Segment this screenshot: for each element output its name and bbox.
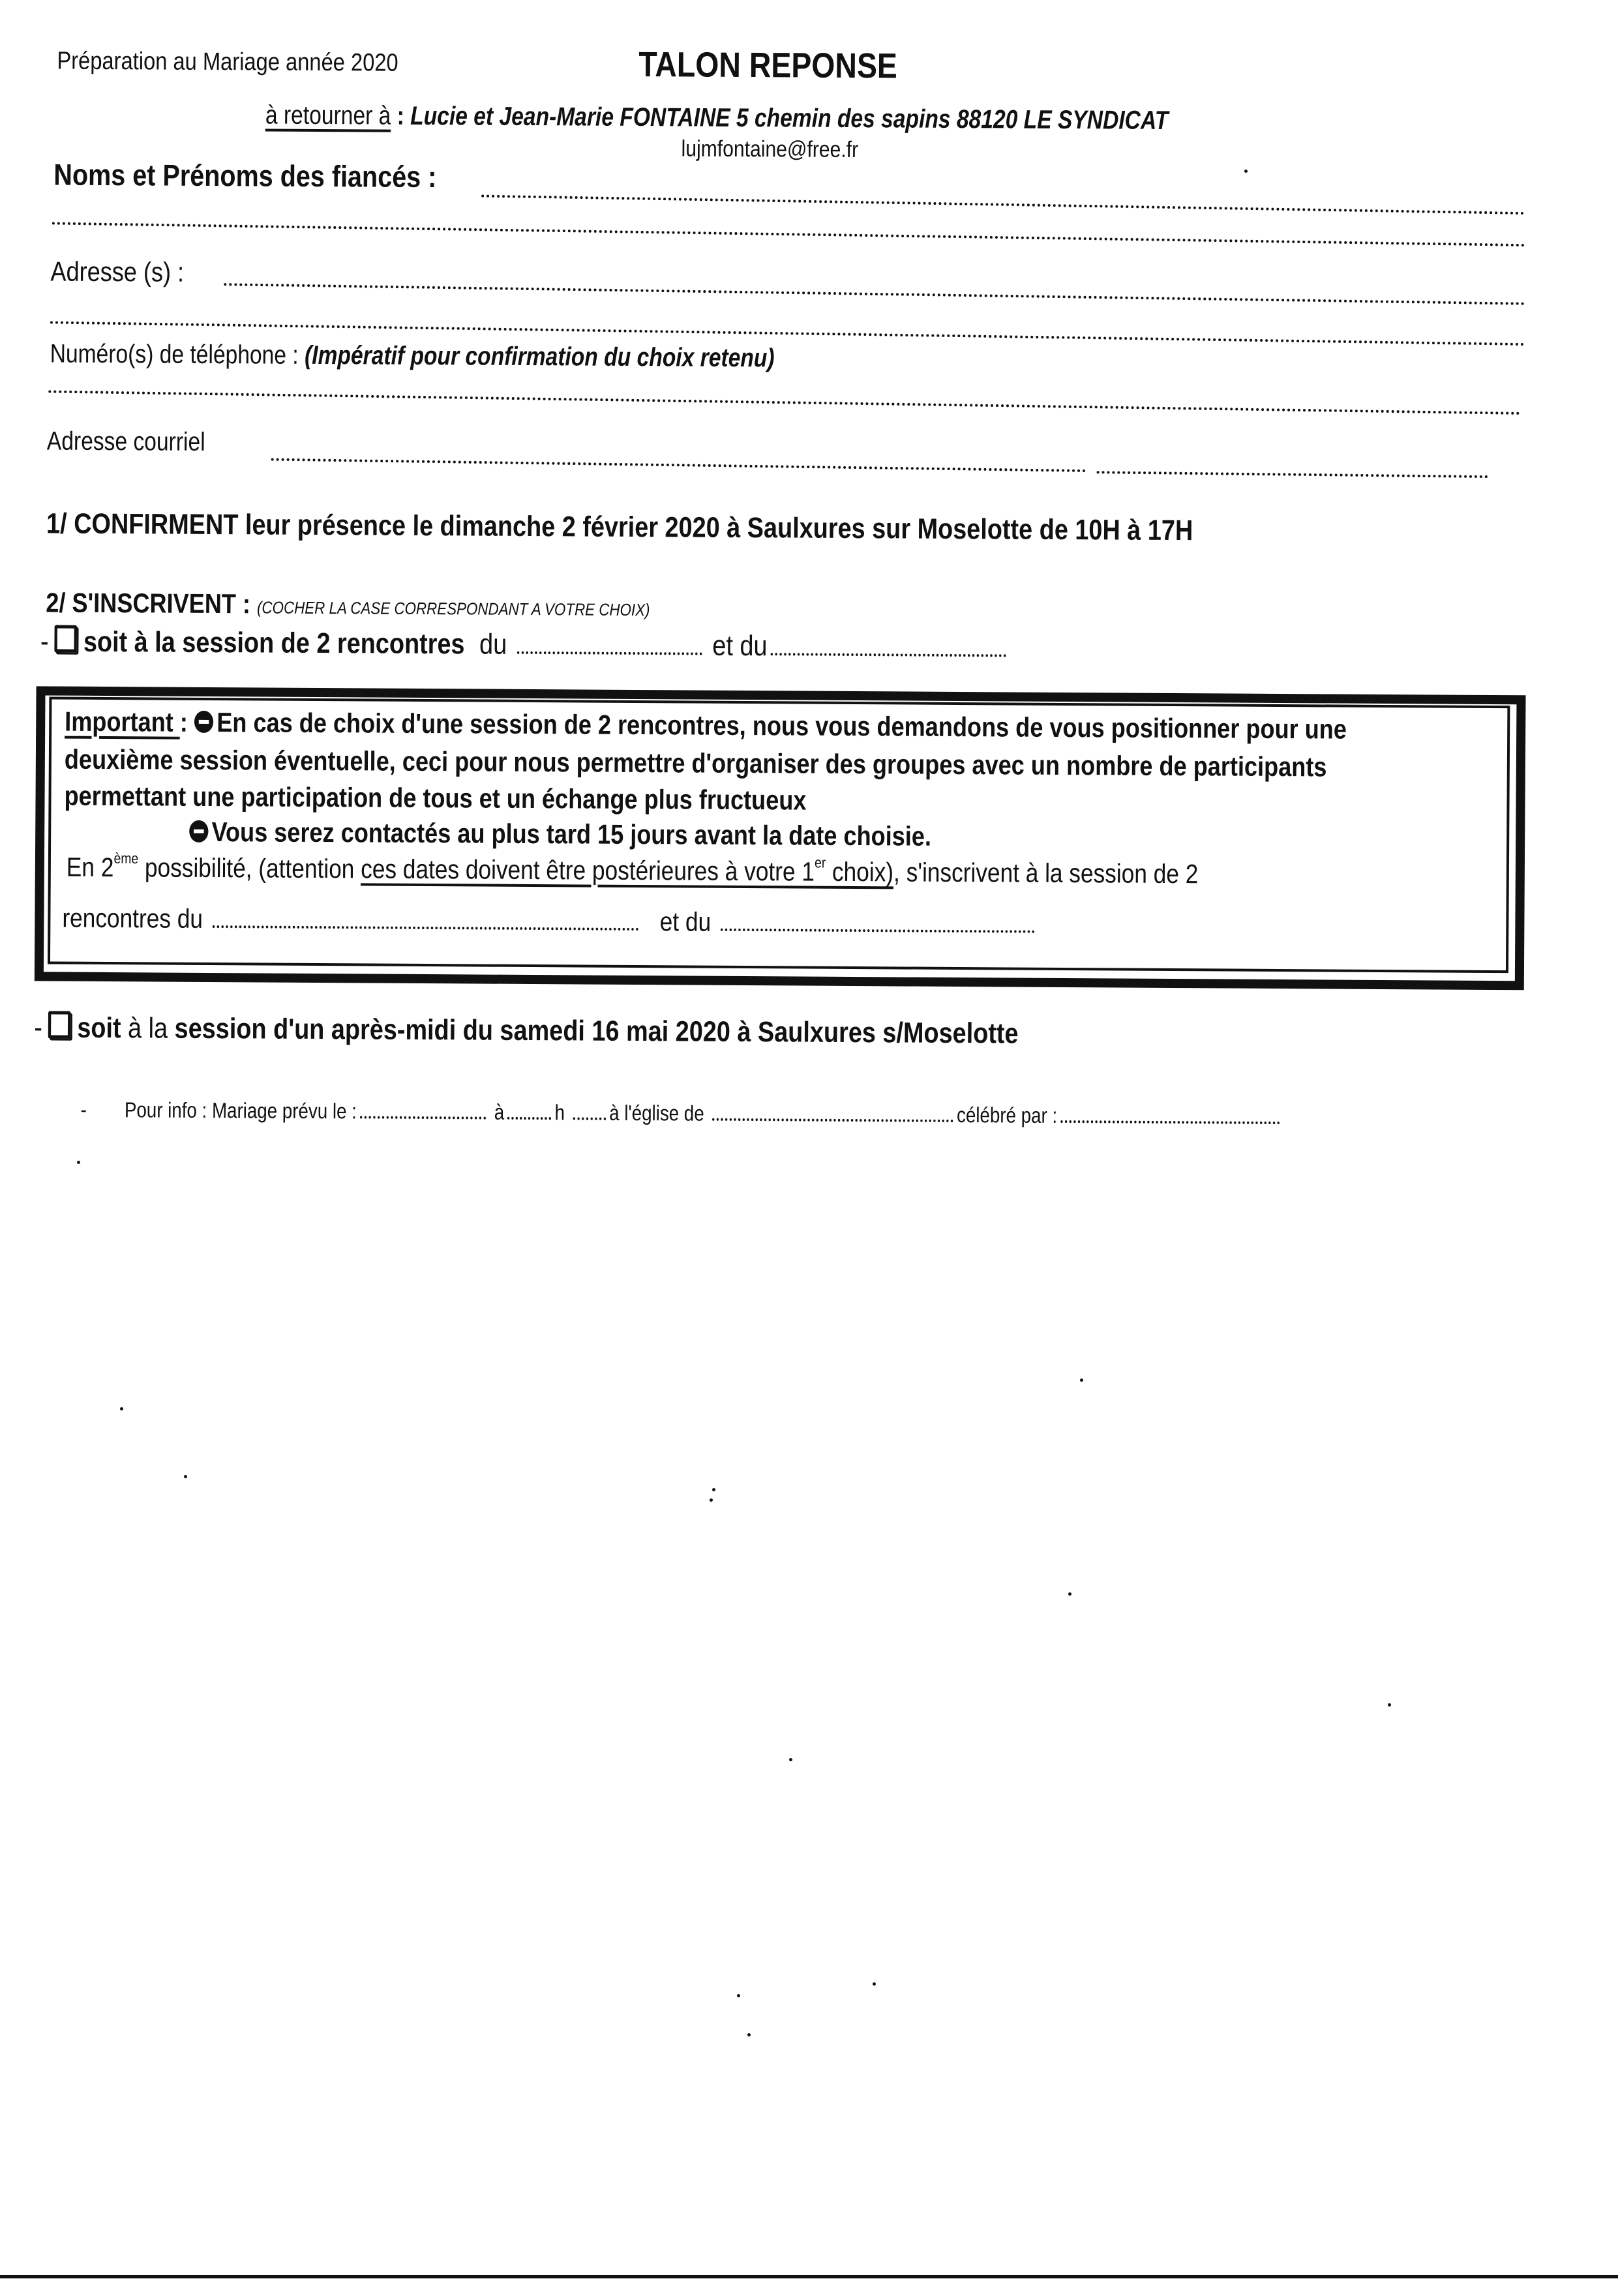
option-1-du: du — [479, 628, 507, 661]
section-2-number: 2/ — [46, 587, 66, 618]
second-rencontres-du: rencontres du — [62, 902, 203, 934]
info-celebre: célébré par : — [956, 1102, 1058, 1127]
phone-label-text: Numéro(s) de téléphone : — [50, 339, 299, 370]
arrow-right-circle-icon — [194, 711, 213, 733]
info-row — [80, 1097, 1512, 1131]
page-bottom-rule — [0, 2275, 1618, 2278]
return-label: à retourner à — [265, 100, 391, 130]
scan-speck — [873, 1982, 876, 1986]
important-label: Important — [65, 706, 180, 738]
info-label: Pour info : — [124, 1097, 213, 1123]
section-2-instruction: (COCHER LA CASE CORRESPONDANT A VOTRE CHOIX) — [256, 597, 650, 620]
option-1-row — [40, 625, 1167, 665]
scan-speck — [1080, 1379, 1083, 1382]
second-date-1-field[interactable] — [213, 925, 639, 931]
second-date-2-field[interactable] — [721, 928, 1035, 933]
section-2-keyword: S'INSCRIVENT : — [72, 587, 251, 619]
important-colon: : — [179, 706, 195, 738]
names-label — [53, 157, 499, 195]
second-mid: possibilité, (attention — [138, 852, 361, 884]
important-text-2: deuxième session éventuelle, ceci pour nous permettre d'organiser des groupes avec un nombre de participants — [64, 743, 1327, 783]
email-label — [47, 426, 235, 457]
names-field-line-1[interactable] — [481, 195, 1525, 215]
important-line-3 — [64, 781, 927, 817]
section-1-text: leur présence le dimanche 2 février 2020 à Saulxures sur Moselotte de 10H à 17H — [238, 509, 1193, 547]
info-eglise: à l'église de — [609, 1100, 704, 1126]
second-underlined-b: choix) — [826, 856, 894, 887]
option-1-date-2-field[interactable] — [771, 652, 1006, 657]
scan-speck — [737, 1994, 740, 1997]
scan-speck — [789, 1758, 792, 1761]
return-address: Lucie et Jean-Marie FONTAINE 5 chemin des sapins 88120 LE SYNDICAT — [410, 101, 1169, 135]
email-field-line-1[interactable] — [271, 458, 1086, 472]
header-subtitle — [57, 48, 454, 78]
option-1-et-du: et du — [712, 629, 768, 663]
wedding-minute-field[interactable] — [573, 1116, 606, 1120]
second-suffix: , s'inscrivent à la session de 2 — [893, 857, 1199, 889]
email-label-text: Adresse courriel — [46, 426, 205, 456]
address-label — [50, 256, 205, 288]
important-text-1: En cas de choix d'une session de 2 rencontres, nous vous demandons de vous positionner pour une — [217, 707, 1347, 745]
important-text-4: Vous serez contactés au plus tard 15 jours avant la date choisie. — [211, 816, 932, 852]
scan-speck — [1388, 1703, 1391, 1707]
return-address-line — [265, 100, 1340, 136]
section-1-confirm — [46, 507, 1380, 548]
second-underlined-a: ces dates doivent être postérieures à votre 1 — [361, 854, 815, 887]
address-field-line-1[interactable] — [224, 283, 1525, 305]
second-prefix: En 2 — [66, 852, 114, 883]
scan-speck — [184, 1475, 187, 1478]
contact-email[interactable] — [682, 136, 888, 163]
scan-speck — [710, 1498, 713, 1502]
important-text-3: permettant une participation de tous et un échange plus fructueux — [64, 780, 807, 816]
celebrant-field[interactable] — [1060, 1120, 1280, 1124]
names-label-text: Noms et Prénoms des fiancés : — [53, 157, 437, 194]
option-1-text-a: soit à la session — [83, 625, 281, 659]
info-a: à — [494, 1099, 505, 1124]
option-2-text-b: à la — [127, 1012, 175, 1045]
wedding-hour-field[interactable] — [507, 1116, 551, 1120]
address-label-text: Adresse (s) : — [50, 256, 185, 288]
option-2-text-c: session d'un après-midi du samedi 16 mai 2020 à Saulxures s/Moselotte — [174, 1012, 1019, 1050]
section-2-heading — [46, 587, 748, 623]
wedding-date-field[interactable] — [360, 1115, 486, 1119]
page-title — [638, 44, 939, 87]
section-1-keyword: CONFIRMENT — [74, 507, 239, 541]
option-1-checkbox[interactable] — [54, 625, 77, 653]
names-field-line-2[interactable] — [52, 222, 1526, 246]
phone-label — [50, 339, 913, 374]
scan-speck — [712, 1488, 715, 1491]
arrow-right-circle-icon — [189, 820, 208, 842]
return-sep: : — [391, 101, 411, 130]
option-1-date-1-field[interactable] — [517, 651, 702, 655]
second-et-du: et du — [659, 906, 712, 937]
info-mariage: Mariage prévu le : — [211, 1098, 357, 1124]
option-2-text-a: soit — [77, 1011, 128, 1045]
important-line-4 — [189, 816, 1052, 853]
scan-speck — [1244, 170, 1248, 173]
scan-speck — [120, 1407, 123, 1410]
email-field-line-2[interactable] — [1097, 471, 1488, 478]
info-h: h — [554, 1100, 565, 1125]
option-2-row — [34, 1011, 1178, 1051]
phone-field-line[interactable] — [48, 390, 1521, 414]
title-text: TALON REPONSE — [638, 44, 898, 86]
second-sup-2: er — [814, 854, 826, 871]
option-1-dash: - — [40, 625, 49, 658]
email-text: lujmfontaine@free.fr — [681, 136, 859, 163]
option-2-dash: - — [34, 1011, 43, 1044]
scan-speck — [747, 2033, 751, 2036]
info-bullet: - — [80, 1097, 87, 1122]
section-1-number: 1/ — [46, 507, 67, 540]
second-sup: ème — [113, 850, 139, 867]
option-1-text-b: de 2 rencontres — [280, 627, 465, 661]
subtitle-text: Préparation au Mariage année 2020 — [57, 47, 398, 77]
scan-speck — [77, 1161, 80, 1164]
church-field[interactable] — [712, 1118, 953, 1122]
option-2-checkbox[interactable] — [48, 1011, 70, 1038]
scan-speck — [1068, 1592, 1071, 1596]
phone-note: (Impératif pour confirmation du choix retenu) — [304, 340, 775, 373]
